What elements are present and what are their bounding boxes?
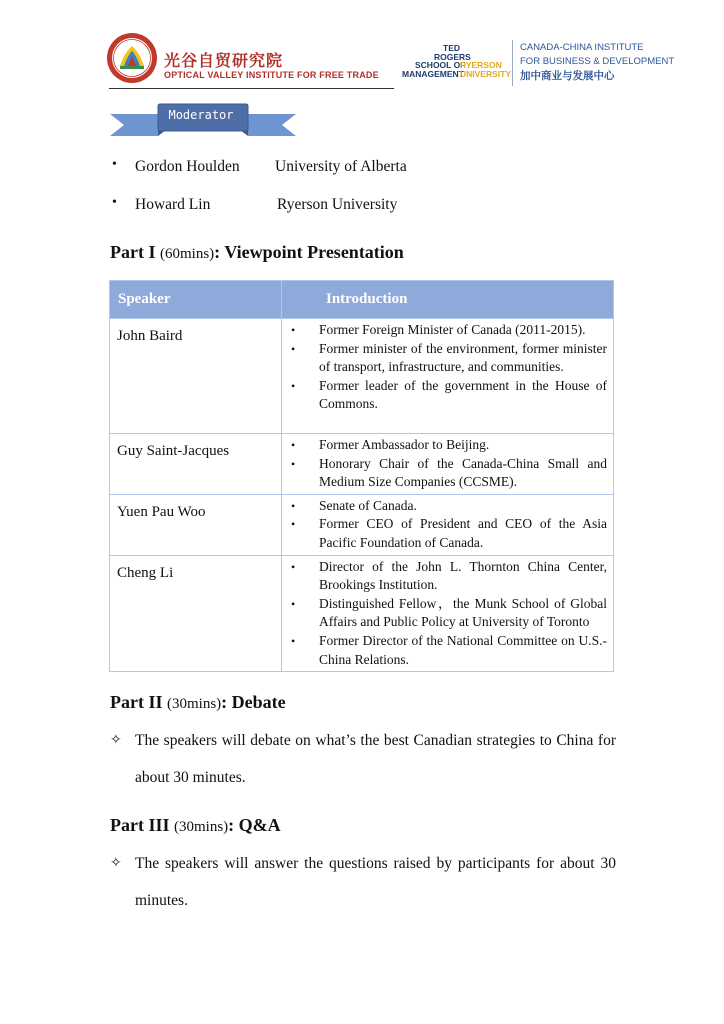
column-header-introduction: Introduction: [282, 281, 614, 319]
diamond-bullet-icon: ✧: [110, 855, 122, 871]
speaker-intro: [282, 494, 614, 555]
ted-rogers-logo: [400, 43, 512, 86]
intro-point-text: Honorary Chair of the Canada-China Small and Medium Size Companies (CCSME).: [319, 455, 607, 490]
part-2-description: [110, 722, 616, 796]
part-title: : Viewpoint Presentation: [214, 242, 404, 262]
bullet-icon: •: [291, 456, 296, 471]
moderator-banner-label: Moderator: [168, 108, 234, 122]
bullet-icon: •: [291, 438, 296, 452]
part-label: Part I: [110, 242, 156, 262]
intro-point-text: Director of the John L. Thornton China Center, Brookings Institution.: [319, 558, 607, 593]
intro-point: [282, 632, 607, 669]
part-1-heading: [110, 242, 404, 263]
bullet-icon: •: [291, 498, 296, 513]
bullet-icon: •: [291, 517, 296, 532]
intro-point-text: Former Director of the National Committee on U.S.-China Relations.: [319, 632, 607, 667]
ted-rogers-line: MANAGEMENT: [402, 68, 464, 79]
table-row: [110, 555, 614, 672]
intro-point: [282, 340, 607, 377]
moderator-name: Gordon Houlden: [135, 158, 240, 175]
intro-point-text: Former minister of the environment, former minister of transport, infrastructure, and communities.: [319, 340, 607, 375]
part-3-heading: [110, 815, 281, 836]
intro-point-text: Former CEO of President and CEO of the Asia Pacific Foundation of Canada.: [319, 516, 607, 550]
ted-rogers-line: TED: [443, 43, 460, 53]
speaker-intro: [282, 555, 614, 672]
bullet-icon: •: [291, 633, 296, 648]
part-label: Part II: [110, 692, 163, 712]
cc-line: CANADA-CHINA INSTITUTE: [520, 42, 644, 53]
table-row: [110, 494, 614, 555]
part-3-description: [110, 845, 616, 919]
optical-valley-logo-icon: [106, 32, 158, 84]
logo-divider: [512, 40, 513, 86]
canada-china-institute-logo: [520, 41, 674, 83]
table-row: [110, 434, 614, 495]
ted-rogers-line: ROGERS: [434, 51, 471, 62]
header-divider: [109, 88, 394, 89]
speaker-name: John Baird: [110, 319, 282, 434]
speaker-name: Yuen Pau Woo: [110, 494, 282, 555]
intro-point: [282, 455, 607, 492]
cc-line: FOR BUSINESS & DEVELOPMENT: [520, 56, 675, 67]
speaker-name: Cheng Li: [110, 555, 282, 672]
bullet-icon: •: [112, 195, 117, 210]
bullet-icon: •: [291, 378, 296, 393]
speaker-intro: [282, 434, 614, 495]
bullet-icon: •: [291, 559, 296, 574]
diamond-bullet-icon: ✧: [110, 732, 122, 748]
intro-point: [282, 595, 607, 632]
speaker-intro: [282, 319, 614, 434]
intro-point-text: Former Foreign Minister of Canada (2011-2015).: [319, 322, 586, 337]
moderator-affiliation: University of Alberta: [275, 158, 407, 175]
page-header: [0, 0, 724, 95]
cc-line-chinese: 加中商业与发展中心: [520, 70, 615, 82]
description-text: The speakers will debate on what’s the best Canadian strategies to China for about 30 minutes.: [135, 732, 616, 786]
column-header-speaker: Speaker: [110, 281, 282, 319]
speaker-name: Guy Saint-Jacques: [110, 434, 282, 495]
part-title: : Debate: [221, 692, 286, 712]
part-title: : Q&A: [228, 815, 281, 835]
moderator-affiliation: Ryerson University: [277, 196, 398, 213]
description-text: The speakers will answer the questions raised by participants for about 30 minutes.: [135, 855, 616, 909]
speaker-table: [109, 280, 614, 672]
part-2-heading: [110, 692, 286, 713]
part-duration: (30mins): [167, 696, 222, 712]
intro-point-text: Senate of Canada.: [319, 497, 417, 513]
part-label: Part III: [110, 815, 170, 835]
intro-point: [282, 436, 607, 455]
ted-rogers-line: SCHOOL OF: [415, 60, 466, 71]
institute-name-chinese: 光谷自贸研究院: [164, 51, 284, 70]
bullet-icon: •: [112, 157, 117, 172]
ryerson-line: RYERSON: [460, 60, 502, 71]
intro-point: [282, 321, 607, 340]
moderator-name: Howard Lin: [135, 196, 211, 213]
table-header-row: [110, 281, 614, 319]
bullet-icon: •: [291, 341, 296, 356]
bullet-icon: •: [291, 323, 296, 337]
institute-name-english: OPTICAL VALLEY INSTITUTE FOR FREE TRADE: [164, 70, 379, 80]
intro-point-text: Distinguished Fellow，the Munk School of Global Affairs and Public Policy at University of Toronto: [319, 595, 607, 630]
part-duration: (60mins): [159, 246, 215, 262]
part-duration: (30mins): [174, 819, 229, 835]
intro-point-text: Former leader of the government in the House of Commons.: [319, 377, 607, 412]
ryerson-line: UNIVERSITY: [460, 68, 512, 79]
intro-point: [282, 515, 607, 552]
intro-point: [282, 377, 607, 414]
intro-point: [282, 558, 607, 595]
bullet-icon: •: [291, 596, 296, 611]
intro-point-text: Former Ambassador to Beijing.: [319, 437, 490, 452]
table-row: [110, 319, 614, 434]
intro-point: [282, 497, 607, 516]
